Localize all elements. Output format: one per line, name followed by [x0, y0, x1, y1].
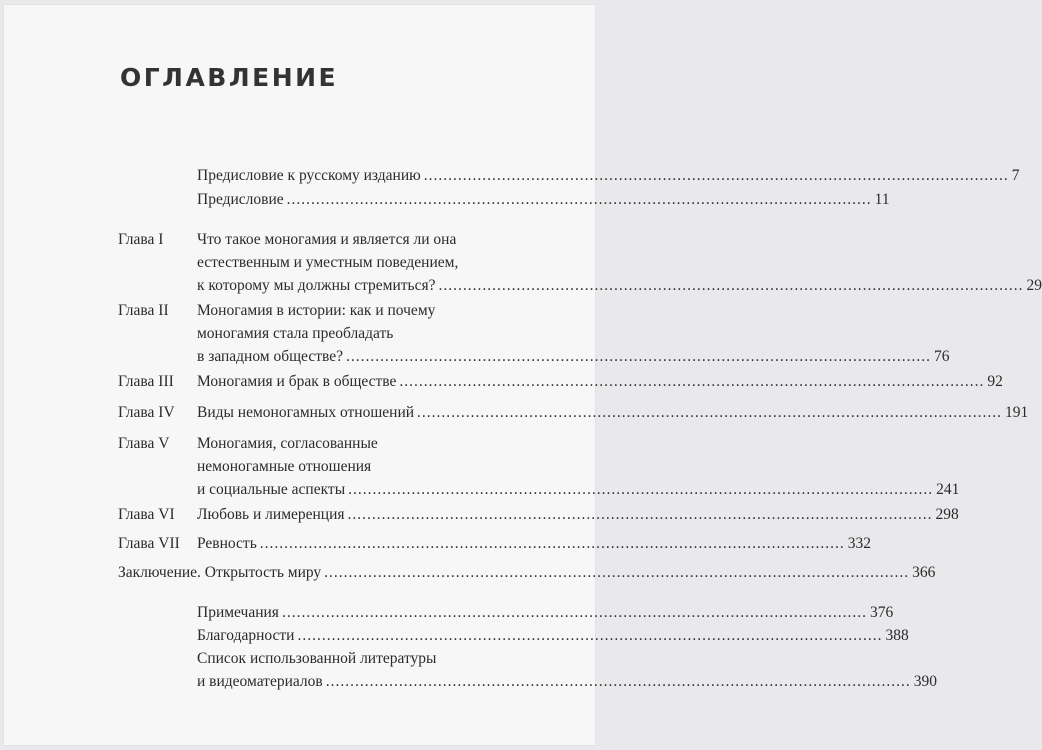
book-page — [4, 5, 1042, 745]
chapter-label: Глава V — [118, 435, 170, 452]
toc-entry-title: Что такое моногамия и является ли она — [197, 231, 457, 248]
toc-entry-page: 191 — [1005, 404, 1029, 421]
toc-leader: ........................................................................................................................ — [324, 564, 910, 581]
toc-entry-title: Ревность — [197, 535, 257, 552]
toc-entry-page: 92 — [987, 373, 1003, 390]
toc-entry-page: 366 — [912, 564, 936, 581]
toc-entry-title: к которому мы должны стремиться? — [197, 277, 436, 294]
toc-entry-title: Предисловие — [197, 191, 284, 208]
toc-leader: ........................................................................................................................ — [259, 535, 845, 552]
toc-leader: ........................................................................................................................ — [325, 673, 911, 690]
toc-entry-title: моногамия стала преобладать — [197, 325, 394, 342]
toc-entry-title: Моногамия в истории: как и почему — [197, 302, 436, 319]
toc-entry-title: и видеоматериалов — [197, 673, 323, 690]
toc-leader: ........................................................................................................................ — [286, 191, 872, 208]
toc-entry-title: и социальные аспекты — [197, 481, 346, 498]
chapter-label: Глава I — [118, 231, 164, 248]
toc-leader: ........................................................................................................................ — [348, 481, 934, 498]
toc-entry-page: 388 — [885, 627, 909, 644]
chapter-label: Глава III — [118, 373, 174, 390]
toc-entry-page: 11 — [874, 191, 890, 208]
toc-entry-title: Благодарности — [197, 627, 295, 644]
toc-entry-page: 298 — [935, 506, 959, 523]
toc-leader: ........................................................................................................................ — [399, 373, 985, 390]
toc-entry-title: Примечания — [197, 604, 279, 621]
toc-entry-page: 332 — [847, 535, 872, 552]
toc-entry-page: 390 — [913, 673, 937, 690]
toc-entry-title: Моногамия, согласованные — [197, 435, 378, 452]
toc-entry-title: Заключение. Открытость миру — [118, 564, 322, 581]
toc-entry-title: Предисловие к русскому изданию — [197, 167, 421, 184]
toc-leader: ........................................................................................................................ — [423, 167, 1009, 184]
toc-entry-page: 7 — [1011, 167, 1020, 184]
toc-entry-page: 76 — [933, 348, 950, 365]
toc-leader: ........................................................................................................................ — [438, 277, 1024, 294]
toc-entry-title: Любовь и лимеренция — [197, 506, 345, 523]
toc-entry-page: 29 — [1026, 277, 1042, 294]
toc-entry-page: 241 — [936, 481, 960, 498]
chapter-label: Глава IV — [118, 404, 175, 421]
toc-entry-page: 376 — [869, 604, 894, 621]
toc-leader: ........................................................................................................................ — [297, 627, 883, 644]
toc-entry-title: естественным и уместным поведением, — [197, 254, 459, 271]
toc-leader: ........................................................................................................................ — [347, 506, 933, 523]
chapter-label: Глава VII — [118, 535, 180, 552]
chapter-label: Глава VI — [118, 506, 175, 523]
toc-entry-title: Список использованной литературы — [197, 650, 437, 667]
toc-entry-title: Моногамия и брак в обществе — [197, 373, 397, 390]
toc-leader: ........................................................................................................................ — [345, 348, 931, 365]
chapter-label: Глава II — [118, 302, 169, 319]
page-title: ОГЛАВЛЕНИЕ — [120, 63, 339, 92]
toc-leader: ........................................................................................................................ — [281, 604, 867, 621]
toc-entry-title: Виды немоногамных отношений — [197, 404, 415, 421]
toc-entry-title: в западном обществе? — [197, 348, 343, 365]
toc-entry-title: немоногамные отношения — [197, 458, 372, 475]
toc-leader: ........................................................................................................................ — [417, 404, 1003, 421]
